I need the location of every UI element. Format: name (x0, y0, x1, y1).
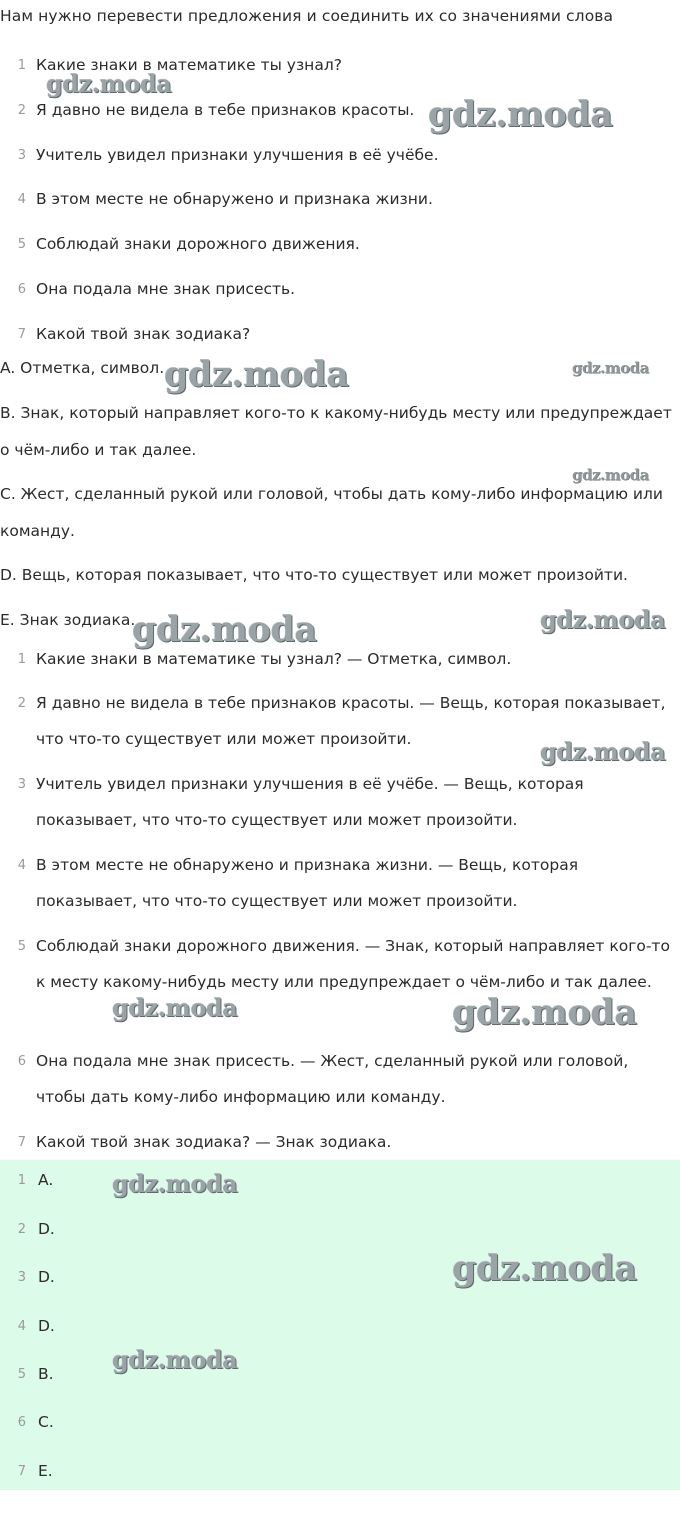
watermark-logo: gdz.moda (452, 992, 637, 1033)
sentence-text: Какие знаки в математике ты узнал? (36, 56, 342, 74)
definition-e: E. Знак зодиака. (0, 611, 136, 629)
watermark-logo: gdz.moda (132, 609, 317, 650)
item-number: 7 (17, 327, 26, 342)
item-number: 6 (17, 1415, 26, 1430)
item-number: 4 (17, 192, 26, 207)
match-text: Какой твой знак зодиака? — Знак зодиака. (36, 1133, 392, 1151)
watermark-logo: gdz.moda (428, 94, 613, 135)
definition-d: D. Вещь, которая показывает, что что-то существует или может произойти. (0, 566, 628, 584)
match-text: Какие знаки в математике ты узнал? — Отметка, символ. (36, 650, 512, 668)
watermark-logo: gdz.moda (164, 354, 349, 395)
match-text: В этом месте не обнаружено и признака жизни. — Вещь, которая показывает, что что-то существует или может произойти. (36, 856, 579, 910)
answer-letter: D. (38, 1317, 55, 1335)
sentence-text: Она подала мне знак присесть. (36, 280, 296, 298)
answer-letter: D. (38, 1220, 55, 1238)
match-text: Она подала мне знак присесть. — Жест, сделанный рукой или головой, чтобы дать кому-либо информацию или команду. (36, 1052, 629, 1106)
item-number: 6 (17, 282, 26, 297)
watermark-logo: gdz.moda (540, 737, 666, 766)
item-number: 4 (17, 858, 26, 873)
item-number: 1 (17, 1173, 26, 1188)
definition-b: B. Знак, который направляет кого-то к какому-нибудь месту или предупреждает о чём-либо и так далее. (0, 404, 672, 459)
item-number: 7 (17, 1135, 26, 1150)
watermark-logo: gdz.moda (540, 605, 666, 634)
sentence-text: Какой твой знак зодиака? (36, 325, 251, 343)
watermark-logo: gdz.moda (112, 1169, 238, 1198)
item-number: 1 (17, 652, 26, 667)
item-number: 5 (17, 237, 26, 252)
answer-letter: D. (38, 1268, 55, 1286)
item-number: 2 (17, 696, 26, 711)
item-number: 3 (17, 777, 26, 792)
item-number: 4 (17, 1319, 26, 1334)
answer-letter: B. (38, 1365, 54, 1383)
task-intro: Нам нужно перевести предложения и соединить их со значениями слова (0, 7, 614, 25)
sentence-text: В этом месте не обнаружено и признака жизни. (36, 190, 433, 208)
watermark-logo: gdz.moda (452, 1248, 637, 1289)
definition-c: C. Жест, сделанный рукой или головой, чтобы дать кому-либо информацию или команду. (0, 485, 663, 540)
watermark-logo: gdz.moda (112, 993, 238, 1022)
sentence-text: Я давно не видела в тебе признаков красоты. (36, 101, 415, 119)
answers-block (0, 1160, 680, 1490)
item-number: 5 (17, 939, 26, 954)
item-number: 3 (17, 148, 26, 163)
sentence-text: Учитель увидел признаки улучшения в её учёбе. (36, 146, 439, 164)
item-number: 2 (17, 1222, 26, 1237)
sentence-text: Соблюдай знаки дорожного движения. (36, 235, 360, 253)
answer-letter: E. (38, 1462, 53, 1480)
match-text: Учитель увидел признаки улучшения в её учёбе. — Вещь, которая показывает, что что-то существует или может произойти. (36, 775, 584, 829)
item-number: 5 (17, 1367, 26, 1382)
item-number: 6 (17, 1054, 26, 1069)
answer-letter: A. (38, 1171, 54, 1189)
definition-a: A. Отметка, символ. (0, 359, 165, 377)
watermark-logo: gdz.moda (572, 466, 649, 484)
match-text: Соблюдай знаки дорожного движения. — Знак, который направляет кого-то к месту какому-нибудь месту или предупреждает о чём-либо и так далее. (36, 937, 670, 991)
item-number: 7 (17, 1464, 26, 1479)
watermark-logo: gdz.moda (572, 359, 649, 377)
item-number: 2 (17, 103, 26, 118)
item-number: 3 (17, 1270, 26, 1285)
watermark-logo: gdz.moda (112, 1345, 238, 1374)
watermark-logo: gdz.moda (46, 69, 172, 98)
item-number: 1 (17, 58, 26, 73)
answer-letter: C. (38, 1413, 54, 1431)
match-text: Я давно не видела в тебе признаков красоты. — Вещь, которая показывает, что что-то существует или может произойти. (36, 694, 666, 748)
